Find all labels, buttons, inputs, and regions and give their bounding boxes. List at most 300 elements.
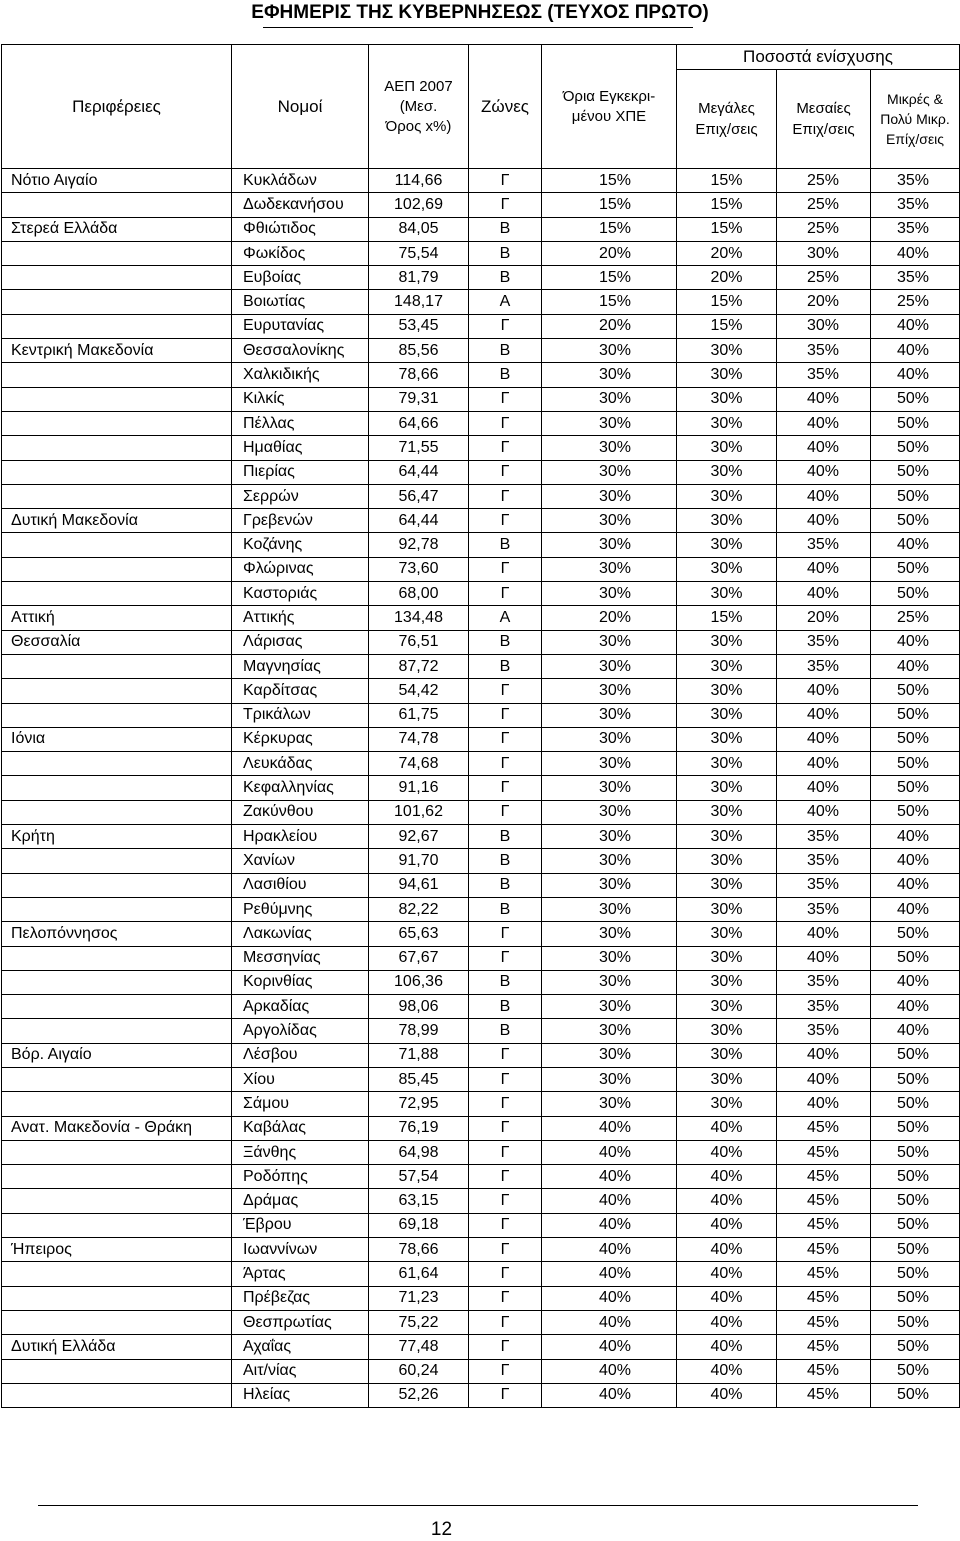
small-rate-cell: 40% [871, 630, 960, 654]
large-rate-cell: 30% [677, 946, 777, 970]
medium-rate-cell: 40% [777, 436, 871, 460]
limit-cell: 40% [542, 1383, 677, 1407]
large-rate-cell: 15% [677, 314, 777, 338]
region-cell [2, 484, 232, 508]
zone-cell: Γ [469, 1165, 542, 1189]
zone-cell: Γ [469, 1238, 542, 1262]
aep-cell: 79,31 [369, 387, 469, 411]
aep-cell: 72,95 [369, 1092, 469, 1116]
limit-cell: 30% [542, 1043, 677, 1067]
limit-cell: 20% [542, 241, 677, 265]
small-rate-cell: 50% [871, 1359, 960, 1383]
small-rate-cell: 40% [871, 533, 960, 557]
prefecture-cell: Μαγνησίας [232, 654, 369, 678]
limit-cell: 15% [542, 193, 677, 217]
limit-cell: 30% [542, 873, 677, 897]
region-cell [2, 1189, 232, 1213]
zone-cell: Β [469, 970, 542, 994]
region-cell [2, 557, 232, 581]
aep-cell: 73,60 [369, 557, 469, 581]
small-rate-cell: 35% [871, 266, 960, 290]
prefecture-cell: Λέσβου [232, 1043, 369, 1067]
prefecture-cell: Γρεβενών [232, 509, 369, 533]
medium-rate-cell: 40% [777, 1067, 871, 1091]
prefecture-cell: Κυκλάδων [232, 169, 369, 193]
zone-cell: Γ [469, 1092, 542, 1116]
limit-cell: 20% [542, 606, 677, 630]
table-row [2, 460, 960, 484]
region-cell: Νότιο Αιγαίο [2, 169, 232, 193]
aep-cell: 71,55 [369, 436, 469, 460]
large-rate-cell: 30% [677, 630, 777, 654]
medium-rate-cell: 40% [777, 703, 871, 727]
zone-cell: Β [469, 654, 542, 678]
large-rate-cell: 30% [677, 363, 777, 387]
region-cell [2, 533, 232, 557]
zone-cell: Γ [469, 1359, 542, 1383]
aep-cell: 64,98 [369, 1140, 469, 1164]
small-rate-cell: 40% [871, 363, 960, 387]
large-rate-cell: 15% [677, 290, 777, 314]
medium-rate-cell: 20% [777, 606, 871, 630]
small-rate-cell: 50% [871, 1213, 960, 1237]
aep-cell: 75,54 [369, 241, 469, 265]
aep-cell: 74,68 [369, 752, 469, 776]
large-rate-cell: 30% [677, 557, 777, 581]
aep-cell: 84,05 [369, 217, 469, 241]
small-rate-cell: 50% [871, 1116, 960, 1140]
small-rate-cell: 40% [871, 897, 960, 921]
aep-cell: 77,48 [369, 1335, 469, 1359]
small-rate-cell: 40% [871, 825, 960, 849]
aep-cell: 64,44 [369, 460, 469, 484]
zone-cell: Β [469, 363, 542, 387]
small-rate-cell: 50% [871, 1238, 960, 1262]
small-rate-cell: 50% [871, 509, 960, 533]
zone-cell: Γ [469, 1213, 542, 1237]
header-large-enterprises: Μεγάλες Επιχ/σεις [677, 70, 777, 169]
region-cell: Ανατ. Μακεδονία - Θράκη [2, 1116, 232, 1140]
small-rate-cell: 50% [871, 727, 960, 751]
medium-rate-cell: 40% [777, 679, 871, 703]
aep-cell: 78,66 [369, 1238, 469, 1262]
large-rate-cell: 30% [677, 897, 777, 921]
small-rate-cell: 50% [871, 1189, 960, 1213]
region-cell: Πελοπόννησος [2, 922, 232, 946]
limit-cell: 30% [542, 460, 677, 484]
small-rate-cell: 50% [871, 752, 960, 776]
small-rate-cell: 35% [871, 217, 960, 241]
prefecture-cell: Ευρυτανίας [232, 314, 369, 338]
small-rate-cell: 50% [871, 679, 960, 703]
zone-cell: Β [469, 849, 542, 873]
header-aid-rates: Ποσοστά ενίσχυσης [677, 45, 960, 70]
small-rate-cell: 50% [871, 1286, 960, 1310]
page-header-title: ΕΦΗΜΕΡΙΣ ΤΗΣ ΚΥΒΕΡΝΗΣΕΩΣ (ΤΕΥΧΟΣ ΠΡΩΤΟ) [251, 2, 709, 23]
limit-cell: 30% [542, 825, 677, 849]
table-row [2, 1383, 960, 1407]
header-aep: ΑΕΠ 2007 (Μεσ. Όρος x%) [369, 45, 469, 169]
medium-rate-cell: 45% [777, 1335, 871, 1359]
prefecture-cell: Θεσπρωτίας [232, 1310, 369, 1334]
prefecture-cell: Πρέβεζας [232, 1286, 369, 1310]
table-row [2, 1310, 960, 1334]
large-rate-cell: 30% [677, 654, 777, 678]
prefecture-cell: Σάμου [232, 1092, 369, 1116]
limit-cell: 40% [542, 1238, 677, 1262]
limit-cell: 30% [542, 533, 677, 557]
small-rate-cell: 50% [871, 1067, 960, 1091]
limit-cell: 30% [542, 387, 677, 411]
aep-cell: 68,00 [369, 582, 469, 606]
prefecture-cell: Λευκάδας [232, 752, 369, 776]
medium-rate-cell: 35% [777, 339, 871, 363]
prefecture-cell: Αιτ/νίας [232, 1359, 369, 1383]
table-row [2, 727, 960, 751]
limit-cell: 30% [542, 582, 677, 606]
small-rate-cell: 50% [871, 484, 960, 508]
limit-cell: 40% [542, 1165, 677, 1189]
region-cell [2, 582, 232, 606]
zone-cell: Γ [469, 922, 542, 946]
medium-rate-cell: 25% [777, 193, 871, 217]
large-rate-cell: 30% [677, 1092, 777, 1116]
medium-rate-cell: 35% [777, 873, 871, 897]
medium-rate-cell: 40% [777, 509, 871, 533]
table-row [2, 946, 960, 970]
small-rate-cell: 25% [871, 606, 960, 630]
large-rate-cell: 30% [677, 922, 777, 946]
prefecture-cell: Ξάνθης [232, 1140, 369, 1164]
small-rate-cell: 50% [871, 436, 960, 460]
prefecture-cell: Ηλείας [232, 1383, 369, 1407]
small-rate-cell: 50% [871, 946, 960, 970]
large-rate-cell: 15% [677, 193, 777, 217]
region-cell [2, 752, 232, 776]
header-regions: Περιφέρειες [2, 45, 232, 169]
limit-cell: 30% [542, 363, 677, 387]
zone-cell: Γ [469, 752, 542, 776]
prefecture-cell: Αργολίδας [232, 1019, 369, 1043]
medium-rate-cell: 45% [777, 1165, 871, 1189]
large-rate-cell: 40% [677, 1286, 777, 1310]
region-cell [2, 1359, 232, 1383]
prefecture-cell: Ροδόπης [232, 1165, 369, 1189]
table-row [2, 995, 960, 1019]
zone-cell: Β [469, 266, 542, 290]
aep-cell: 78,99 [369, 1019, 469, 1043]
footer-rule [38, 1505, 918, 1506]
zone-cell: Γ [469, 1189, 542, 1213]
large-rate-cell: 40% [677, 1213, 777, 1237]
table-row [2, 970, 960, 994]
zone-cell: Α [469, 290, 542, 314]
large-rate-cell: 40% [677, 1238, 777, 1262]
zone-cell: Β [469, 825, 542, 849]
region-cell [2, 411, 232, 435]
table-row [2, 339, 960, 363]
prefecture-cell: Λασιθίου [232, 873, 369, 897]
table-row [2, 193, 960, 217]
region-cell [2, 995, 232, 1019]
table-row [2, 557, 960, 581]
region-cell [2, 460, 232, 484]
medium-rate-cell: 45% [777, 1189, 871, 1213]
small-rate-cell: 40% [871, 970, 960, 994]
medium-rate-cell: 25% [777, 217, 871, 241]
limit-cell: 30% [542, 679, 677, 703]
medium-rate-cell: 35% [777, 363, 871, 387]
region-cell [2, 193, 232, 217]
large-rate-cell: 40% [677, 1359, 777, 1383]
aep-cell: 64,66 [369, 411, 469, 435]
zone-cell: Γ [469, 169, 542, 193]
medium-rate-cell: 40% [777, 582, 871, 606]
zone-cell: Β [469, 217, 542, 241]
table-row [2, 922, 960, 946]
limit-cell: 30% [542, 703, 677, 727]
medium-rate-cell: 45% [777, 1116, 871, 1140]
limit-cell: 30% [542, 727, 677, 751]
prefecture-cell: Λάρισας [232, 630, 369, 654]
small-rate-cell: 50% [871, 460, 960, 484]
aep-cell: 102,69 [369, 193, 469, 217]
region-cell: Ήπειρος [2, 1238, 232, 1262]
limit-cell: 30% [542, 800, 677, 824]
aep-cell: 67,67 [369, 946, 469, 970]
prefecture-cell: Κιλκίς [232, 387, 369, 411]
medium-rate-cell: 20% [777, 290, 871, 314]
zone-cell: Γ [469, 776, 542, 800]
limit-cell: 30% [542, 630, 677, 654]
limit-cell: 30% [542, 995, 677, 1019]
aid-rates-table [1, 44, 960, 1408]
large-rate-cell: 30% [677, 1043, 777, 1067]
limit-cell: 30% [542, 509, 677, 533]
prefecture-cell: Έβρου [232, 1213, 369, 1237]
prefecture-cell: Θεσσαλονίκης [232, 339, 369, 363]
region-cell [2, 241, 232, 265]
limit-cell: 15% [542, 169, 677, 193]
aep-cell: 75,22 [369, 1310, 469, 1334]
aep-cell: 134,48 [369, 606, 469, 630]
large-rate-cell: 30% [677, 800, 777, 824]
medium-rate-cell: 40% [777, 1092, 871, 1116]
region-cell [2, 654, 232, 678]
small-rate-cell: 40% [871, 873, 960, 897]
aep-cell: 106,36 [369, 970, 469, 994]
small-rate-cell: 40% [871, 339, 960, 363]
large-rate-cell: 20% [677, 241, 777, 265]
prefecture-cell: Δράμας [232, 1189, 369, 1213]
region-cell [2, 290, 232, 314]
small-rate-cell: 50% [871, 776, 960, 800]
aep-cell: 92,67 [369, 825, 469, 849]
prefecture-cell: Κοζάνης [232, 533, 369, 557]
aep-cell: 114,66 [369, 169, 469, 193]
aep-cell: 98,06 [369, 995, 469, 1019]
limit-cell: 40% [542, 1140, 677, 1164]
limit-cell: 15% [542, 290, 677, 314]
zone-cell: Γ [469, 1310, 542, 1334]
table-row [2, 1262, 960, 1286]
medium-rate-cell: 45% [777, 1262, 871, 1286]
table-row [2, 679, 960, 703]
table-row [2, 800, 960, 824]
table-row [2, 776, 960, 800]
table-row [2, 825, 960, 849]
limit-cell: 30% [542, 897, 677, 921]
prefecture-cell: Ευβοίας [232, 266, 369, 290]
medium-rate-cell: 40% [777, 922, 871, 946]
table-row [2, 1286, 960, 1310]
medium-rate-cell: 35% [777, 533, 871, 557]
large-rate-cell: 15% [677, 169, 777, 193]
large-rate-cell: 30% [677, 1019, 777, 1043]
large-rate-cell: 15% [677, 217, 777, 241]
small-rate-cell: 40% [871, 241, 960, 265]
table-row [2, 1335, 960, 1359]
large-rate-cell: 30% [677, 436, 777, 460]
small-rate-cell: 50% [871, 703, 960, 727]
region-cell [2, 387, 232, 411]
small-rate-cell: 40% [871, 995, 960, 1019]
medium-rate-cell: 45% [777, 1213, 871, 1237]
region-cell [2, 1165, 232, 1189]
zone-cell: Γ [469, 1043, 542, 1067]
aep-cell: 61,75 [369, 703, 469, 727]
zone-cell: Γ [469, 557, 542, 581]
prefecture-cell: Δωδεκανήσου [232, 193, 369, 217]
prefecture-cell: Φθιώτιδος [232, 217, 369, 241]
region-cell: Κρήτη [2, 825, 232, 849]
aep-cell: 148,17 [369, 290, 469, 314]
region-cell [2, 946, 232, 970]
table-row [2, 217, 960, 241]
large-rate-cell: 30% [677, 460, 777, 484]
table-row [2, 606, 960, 630]
large-rate-cell: 30% [677, 825, 777, 849]
zone-cell: Γ [469, 727, 542, 751]
medium-rate-cell: 35% [777, 1019, 871, 1043]
limit-cell: 30% [542, 922, 677, 946]
large-rate-cell: 40% [677, 1335, 777, 1359]
small-rate-cell: 50% [871, 1262, 960, 1286]
small-rate-cell: 40% [871, 314, 960, 338]
aep-cell: 64,44 [369, 509, 469, 533]
aep-cell: 92,78 [369, 533, 469, 557]
region-cell [2, 703, 232, 727]
header-underline [263, 27, 693, 28]
medium-rate-cell: 40% [777, 557, 871, 581]
table-row [2, 1165, 960, 1189]
large-rate-cell: 40% [677, 1383, 777, 1407]
medium-rate-cell: 40% [777, 946, 871, 970]
large-rate-cell: 40% [677, 1189, 777, 1213]
aep-cell: 69,18 [369, 1213, 469, 1237]
prefecture-cell: Κορινθίας [232, 970, 369, 994]
table-row [2, 1116, 960, 1140]
zone-cell: Γ [469, 1116, 542, 1140]
header-zones: Ζώνες [469, 45, 542, 169]
prefecture-cell: Μεσσηνίας [232, 946, 369, 970]
large-rate-cell: 30% [677, 533, 777, 557]
limit-cell: 30% [542, 1019, 677, 1043]
small-rate-cell: 50% [871, 1140, 960, 1164]
medium-rate-cell: 40% [777, 387, 871, 411]
medium-rate-cell: 40% [777, 800, 871, 824]
region-cell [2, 1092, 232, 1116]
table-row [2, 241, 960, 265]
aep-cell: 91,16 [369, 776, 469, 800]
prefecture-cell: Τρικάλων [232, 703, 369, 727]
small-rate-cell: 50% [871, 582, 960, 606]
table-row [2, 1189, 960, 1213]
prefecture-cell: Ιωαννίνων [232, 1238, 369, 1262]
table-row [2, 290, 960, 314]
aep-cell: 63,15 [369, 1189, 469, 1213]
aep-cell: 71,88 [369, 1043, 469, 1067]
table-row [2, 1359, 960, 1383]
header-prefectures: Νομοί [232, 45, 369, 169]
table-row [2, 533, 960, 557]
small-rate-cell: 50% [871, 1310, 960, 1334]
zone-cell: Γ [469, 1335, 542, 1359]
small-rate-cell: 40% [871, 1019, 960, 1043]
table-row [2, 630, 960, 654]
prefecture-cell: Χίου [232, 1067, 369, 1091]
aep-cell: 61,64 [369, 1262, 469, 1286]
prefecture-cell: Αττικής [232, 606, 369, 630]
prefecture-cell: Σερρών [232, 484, 369, 508]
page-number: 12 [430, 1519, 453, 1540]
region-cell: Στερεά Ελλάδα [2, 217, 232, 241]
table-row [2, 1019, 960, 1043]
small-rate-cell: 50% [871, 922, 960, 946]
zone-cell: Β [469, 339, 542, 363]
prefecture-cell: Καρδίτσας [232, 679, 369, 703]
region-cell: Αττική [2, 606, 232, 630]
zone-cell: Β [469, 1019, 542, 1043]
limit-cell: 40% [542, 1286, 677, 1310]
limit-cell: 30% [542, 411, 677, 435]
table-row [2, 1213, 960, 1237]
header-limits: Όρια Εγκεκρι- μένου ΧΠΕ [542, 45, 677, 169]
zone-cell: Γ [469, 1140, 542, 1164]
medium-rate-cell: 40% [777, 411, 871, 435]
medium-rate-cell: 40% [777, 484, 871, 508]
region-cell [2, 1383, 232, 1407]
zone-cell: Γ [469, 193, 542, 217]
aep-cell: 74,78 [369, 727, 469, 751]
region-cell [2, 776, 232, 800]
medium-rate-cell: 40% [777, 752, 871, 776]
limit-cell: 15% [542, 266, 677, 290]
prefecture-cell: Ηρακλείου [232, 825, 369, 849]
region-cell [2, 1310, 232, 1334]
small-rate-cell: 50% [871, 1165, 960, 1189]
small-rate-cell: 35% [871, 169, 960, 193]
prefecture-cell: Κεφαλληνίας [232, 776, 369, 800]
large-rate-cell: 15% [677, 606, 777, 630]
prefecture-cell: Πέλλας [232, 411, 369, 435]
limit-cell: 40% [542, 1335, 677, 1359]
limit-cell: 40% [542, 1213, 677, 1237]
region-cell [2, 1213, 232, 1237]
small-rate-cell: 35% [871, 193, 960, 217]
aep-cell: 54,42 [369, 679, 469, 703]
large-rate-cell: 30% [677, 703, 777, 727]
